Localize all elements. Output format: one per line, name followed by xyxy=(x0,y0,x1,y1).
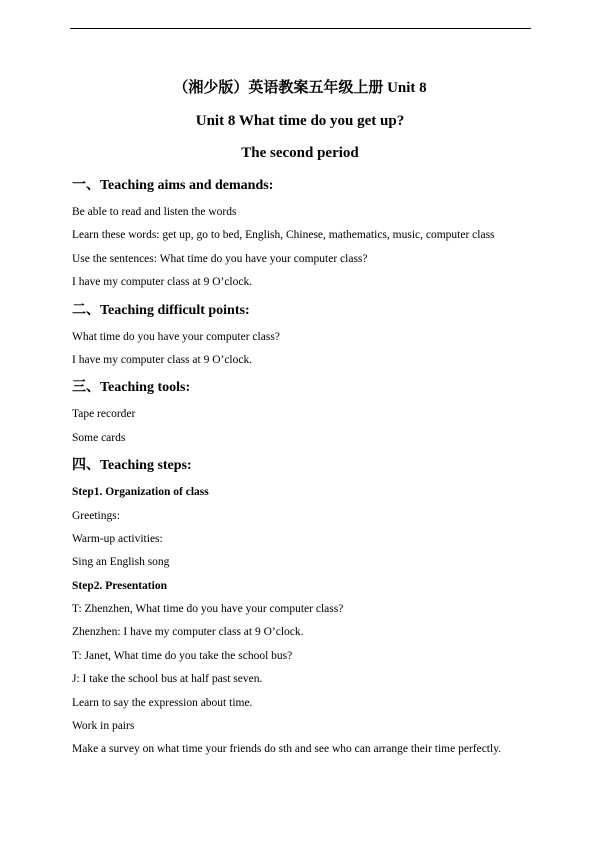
tools-line: Some cards xyxy=(72,431,126,444)
difficult-line: I have my computer class at 9 O’clock. xyxy=(72,353,253,366)
step2-title: Step2. Presentation xyxy=(72,579,167,592)
period-title: The second period xyxy=(241,145,359,161)
step2-line: T: Janet, What time do you take the school bus? xyxy=(72,649,293,662)
section-heading-aims: 一、Teaching aims and demands: xyxy=(72,178,274,193)
aims-line: Use the sentences: What time do you have your computer class? xyxy=(72,252,368,265)
step1-line: Greetings: xyxy=(72,509,120,522)
difficult-line: What time do you have your computer class? xyxy=(72,330,280,343)
aims-line: Be able to read and listen the words xyxy=(72,206,237,218)
step2-line: Work in pairs xyxy=(72,720,135,733)
aims-line: I have my computer class at 9 O’clock. xyxy=(72,276,253,289)
section-heading-difficult: 二、Teaching difficult points: xyxy=(72,302,250,318)
tools-line: Tape recorder xyxy=(72,408,136,421)
step1-line: Warm-up activities: xyxy=(72,532,163,545)
step2-line: Learn to say the expression about time. xyxy=(72,696,253,709)
unit-title: Unit 8 What time do you get up? xyxy=(195,113,405,129)
step2-line: Zhenzhen: I have my computer class at 9 O’clock. xyxy=(72,626,304,639)
step1-line: Sing an English song xyxy=(72,556,170,569)
document-body xyxy=(72,170,552,762)
document-title: （湘少版）英语教案五年级上册 Unit 8 xyxy=(173,80,427,96)
step2-line: J: I take the school bus at half past seven. xyxy=(72,673,263,686)
section-heading-tools: 三、Teaching tools: xyxy=(72,380,191,396)
step2-line: Make a survey on what time your friends do sth and see who can arrange their time perfectly. xyxy=(72,743,502,756)
aims-line: Learn these words: get up, go to bed, English, Chinese, mathematics, music, computer class xyxy=(72,229,495,242)
section-heading-steps: 四、Teaching steps: xyxy=(72,458,192,474)
header-rule xyxy=(70,28,531,29)
step1-title: Step1. Organization of class xyxy=(72,486,209,499)
step2-line: T: Zhenzhen, What time do you have your computer class? xyxy=(72,603,344,616)
